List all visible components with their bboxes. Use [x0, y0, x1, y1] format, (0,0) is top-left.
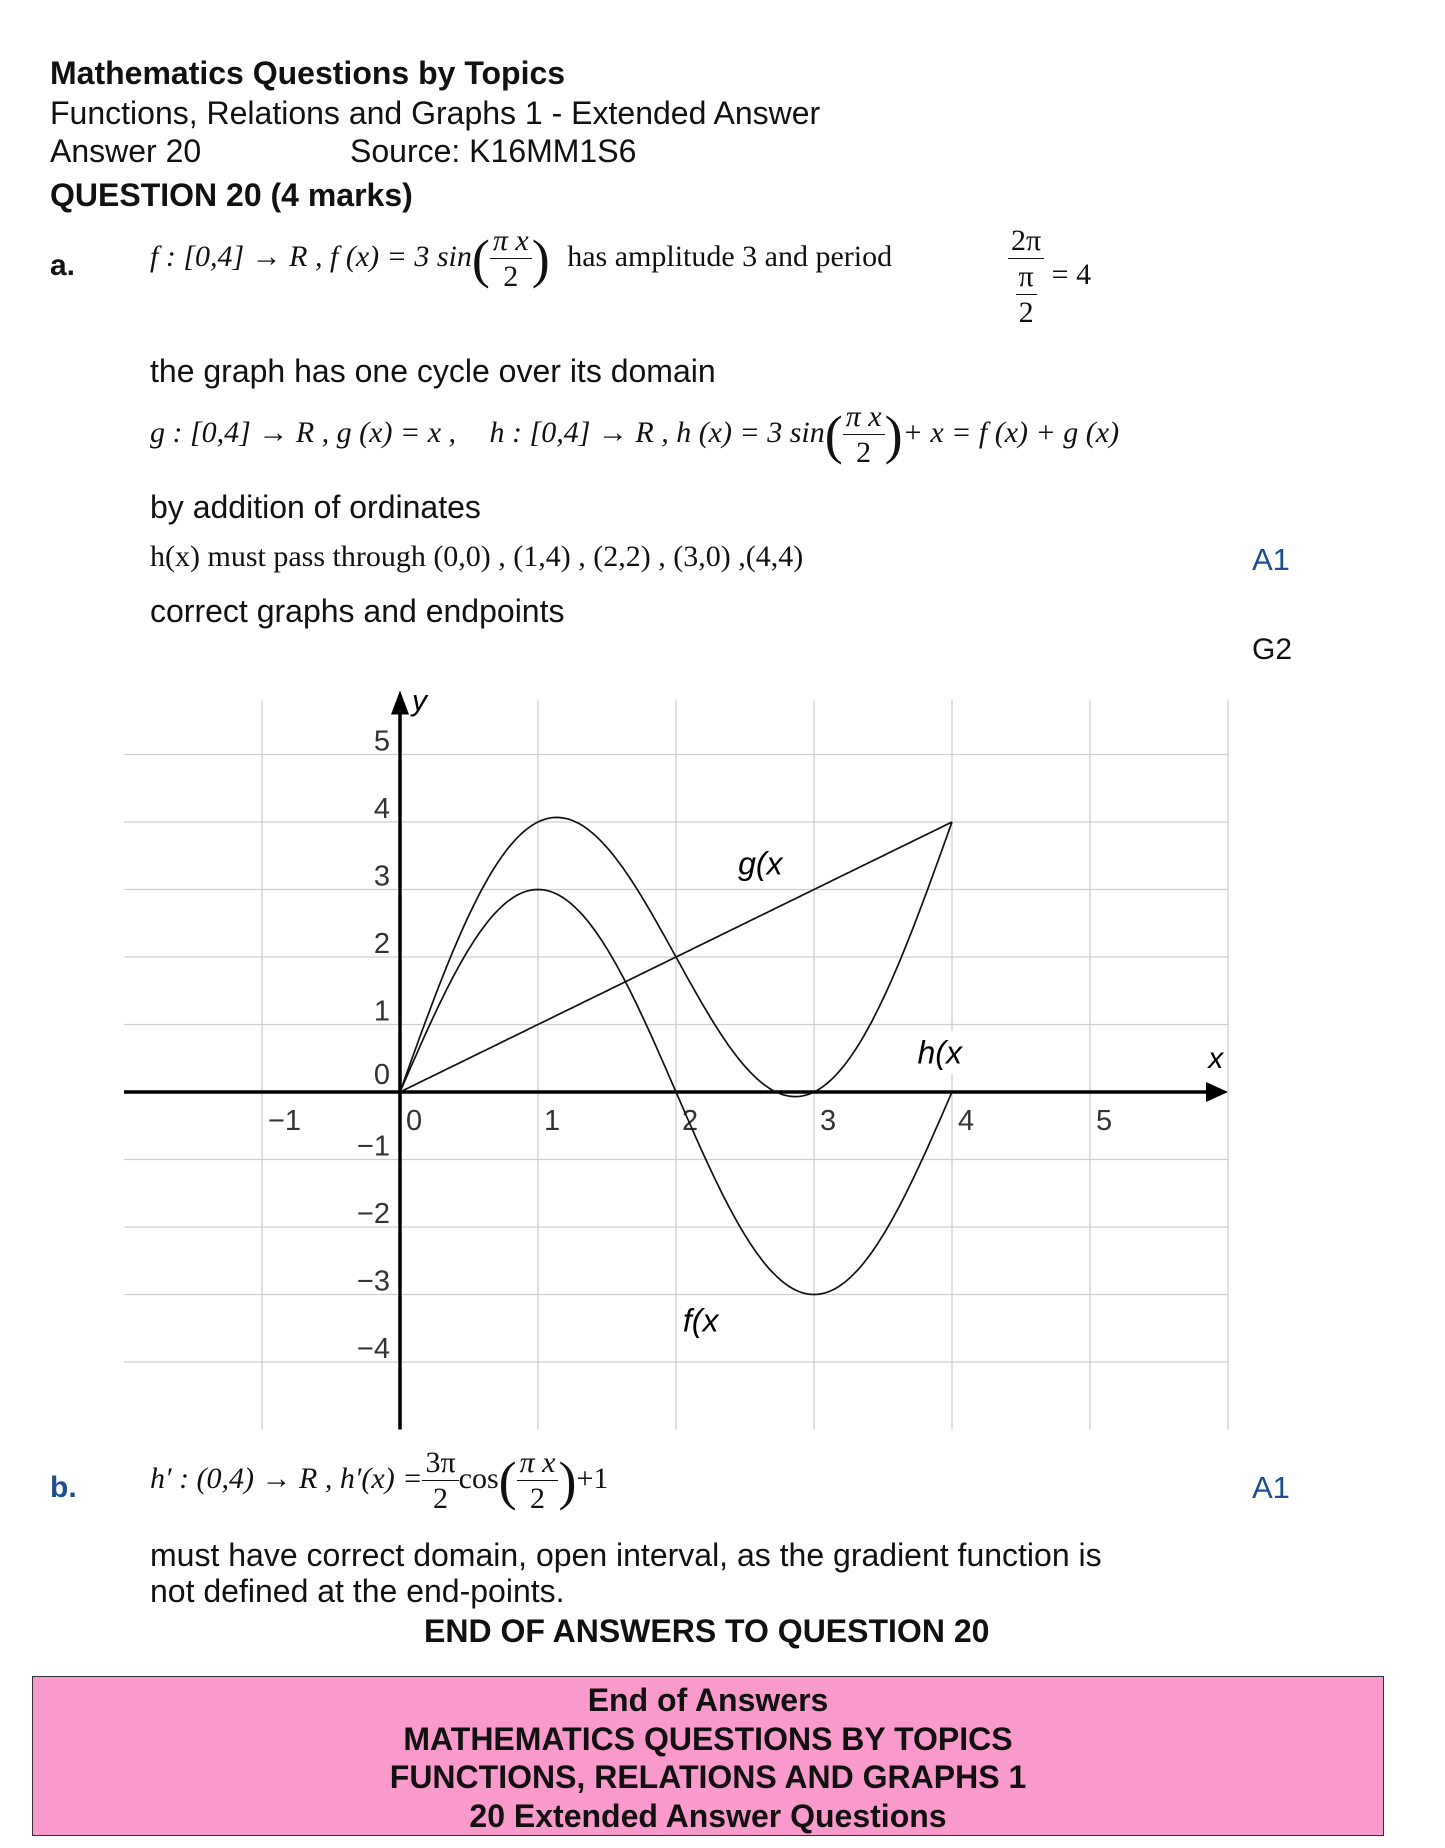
- h-points-text: h(x) must pass through (0,0) , (1,4) , (2,2) , (3,0) ,(4,4): [150, 540, 804, 573]
- addition-ordinates-text: by addition of ordinates: [150, 489, 481, 525]
- series-label: f(x: [682, 1302, 719, 1339]
- correct-graphs-text: correct graphs and endpoints: [150, 593, 565, 629]
- x-tick-label: 1: [544, 1105, 561, 1137]
- y-tick-label: −2: [356, 1198, 390, 1230]
- part-a-label: a.: [50, 249, 76, 282]
- series-label: h(x: [917, 1034, 962, 1071]
- one-cycle-text: the graph has one cycle over its domain: [150, 353, 716, 389]
- f-definition: f : [0,4] → R , f (x) = 3 sin( $\frac{\text{π x}}{2}$ ) has amplitude 3 and period: [150, 224, 893, 293]
- y-tick-label: −3: [356, 1265, 390, 1298]
- y-tick-label: −4: [356, 1333, 390, 1365]
- x-tick-label: 2: [682, 1105, 699, 1137]
- end-box-line1: End of Answers: [587, 1682, 829, 1718]
- y-tick-label: 1: [373, 995, 390, 1028]
- end-box-line4: 20 Extended Answer Questions: [469, 1797, 947, 1834]
- mark-a1: A1: [1252, 542, 1290, 577]
- y-tick-label: 2: [373, 928, 390, 960]
- y-tick-label: 0: [373, 1059, 390, 1091]
- series-label: g(x: [738, 845, 783, 882]
- page-title: Mathematics Questions by Topics: [50, 55, 566, 91]
- mark-g2: G2: [1252, 633, 1293, 666]
- y-tick-label: 4: [373, 793, 390, 825]
- x-tick-label: 3: [820, 1105, 837, 1137]
- gradient-note-line2: not defined at the end-points.: [150, 1573, 565, 1609]
- y-axis-arrow: [391, 691, 409, 715]
- y-tick-label: −1: [356, 1130, 390, 1163]
- x-tick-label: 5: [1096, 1105, 1113, 1137]
- y-tick-label: 3: [373, 860, 390, 893]
- part-b-label: b.: [50, 1471, 77, 1504]
- question-heading: QUESTION 20 (4 marks): [50, 177, 413, 213]
- x-tick-label: −1: [268, 1105, 302, 1137]
- end-question-text: END OF ANSWERS TO QUESTION 20: [424, 1613, 990, 1649]
- mark-b-a1: A1: [1252, 1470, 1290, 1505]
- g-h-definitions: g : [0,4] → R , g (x) = x , h : [0,4] → R , h (x) = 3 sin( $\frac{\text{π x}}{2}$ )+ x = f (x) + g (x): [150, 400, 1120, 469]
- answer-label: Answer 20: [50, 133, 202, 169]
- end-of-answers-box: [32, 1676, 1384, 1836]
- x-tick-label: 0: [406, 1105, 423, 1137]
- page-subtitle: Functions, Relations and Graphs 1 - Extended Answer: [50, 95, 821, 131]
- source-label: Source: K16MM1S6: [350, 133, 637, 169]
- y-tick-label: 5: [373, 725, 390, 758]
- y-axis-label: y: [412, 684, 427, 718]
- x-tick-label: 4: [958, 1105, 975, 1137]
- h-prime-definition: h′ : (0,4) → R , h′(x) = $\frac{3\pi}{2}$ cos( $\frac{\text{π x}}{2}$ )+1: [150, 1446, 609, 1515]
- x-axis-label: x: [1208, 1042, 1224, 1075]
- period-fraction: $\frac{2\pi}{\frac{\pi}{2}}$ = 4: [1008, 226, 1091, 328]
- end-box-line2: MATHEMATICS QUESTIONS BY TOPICS: [403, 1720, 1013, 1757]
- x-axis-arrow: [1206, 1082, 1228, 1102]
- gradient-note-line1: must have correct domain, open interval, as the gradient function is: [150, 1537, 1102, 1573]
- end-box-line3: FUNCTIONS, RELATIONS AND GRAPHS 1: [389, 1759, 1027, 1795]
